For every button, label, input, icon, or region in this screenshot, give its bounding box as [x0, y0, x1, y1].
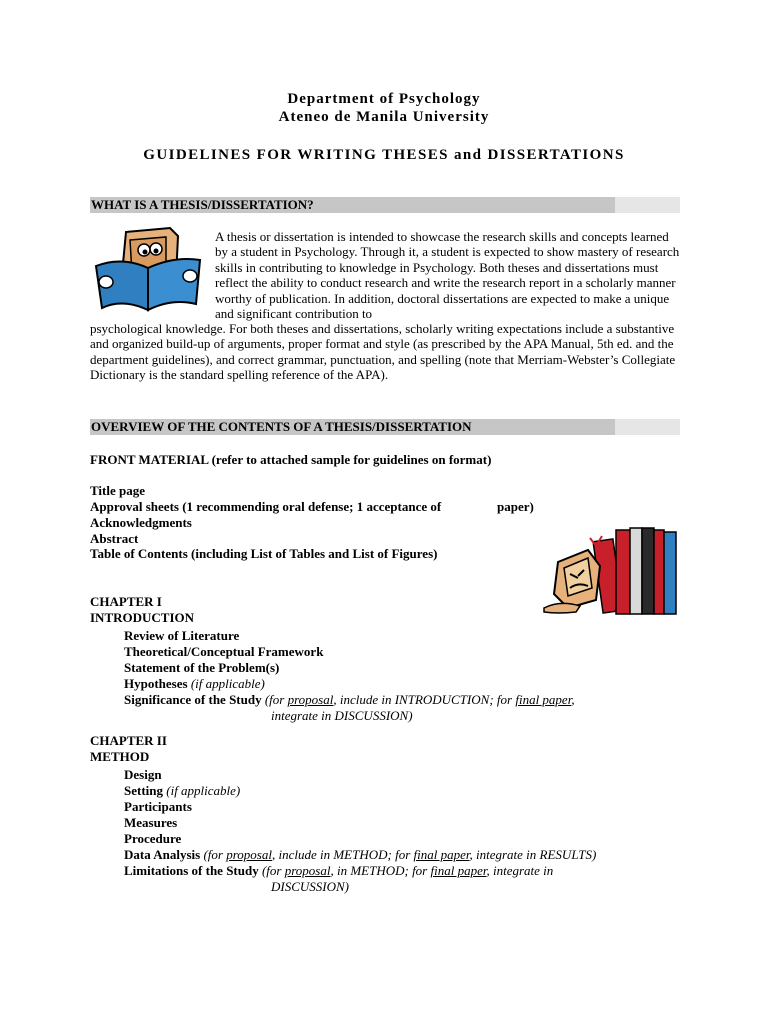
framework-item: Theoretical/Conceptual Framework	[124, 644, 324, 659]
data-analysis-item: Data Analysis (for proposal, include in METHOD; for final paper, integrate in RESULTS)	[124, 847, 597, 862]
review-literature-item: Review of Literature	[124, 628, 240, 643]
toc-item: Table of Contents (including List of Tables and List of Figures)	[90, 546, 438, 561]
intro-paragraph-wrapped: A thesis or dissertation is intended to showcase the research skills and concepts learned by a student in Psychology. Through it, a student is expected to show mastery of research skills in contributing to knowledge in Psychology. Both theses and dissertations must reflect the ability to conduct research and write the research report in a scholarly manner worthy of publication. In addition, doctoral dissertations are expected to make a unique and significant contribution to	[215, 229, 680, 322]
front-material-heading: FRONT MATERIAL (refer to attached sample for guidelines on format)	[90, 452, 492, 467]
chapter1-label: CHAPTER I	[90, 594, 162, 609]
hypotheses-item: Hypotheses (if applicable)	[124, 676, 265, 691]
setting-item: Setting (if applicable)	[124, 783, 241, 798]
reading-computer-clipart	[92, 226, 204, 314]
design-item: Design	[124, 767, 162, 782]
approval-sheets-item: Approval sheets (1 recommending oral defense; 1 acceptance of	[90, 499, 442, 514]
intro-paragraph-full: psychological knowledge. For both theses and dissertations, scholarly writing expectations include a substantive and organized build-up of arguments, proper format and style (as prescribed by the APA Manual, 5th ed. and the department guidelines), and correct grammar, punctuation, and spelling (note that Merriam-Webster’s Collegiate Dictionary is the standard spelling reference of the APA).	[90, 321, 676, 383]
section-heading-overview: OVERVIEW OF THE CONTENTS OF A THESIS/DISSERTATION	[90, 419, 680, 435]
measures-item: Measures	[124, 815, 178, 830]
university-heading: Ateneo de Manila University	[278, 109, 490, 125]
abstract-item: Abstract	[90, 531, 139, 546]
chapter2-label: CHAPTER II	[90, 733, 167, 748]
limitations-note: (for proposal, in METHOD; for final paper, integrate in	[261, 863, 554, 878]
document-title: GUIDELINES FOR WRITING THESES and DISSERTATIONS	[143, 147, 625, 163]
chapter1-title: INTRODUCTION	[90, 610, 195, 625]
section-heading-what-is: WHAT IS A THESIS/DISSERTATION?	[90, 197, 680, 213]
approval-sheets-item-end: paper)	[497, 499, 534, 514]
acknowledgments-item: Acknowledgments	[90, 515, 192, 530]
title-page-item: Title page	[90, 483, 146, 498]
department-heading: Department of Psychology	[287, 91, 481, 107]
setting-note: (if applicable)	[166, 783, 241, 798]
problem-statement-item: Statement of the Problem(s)	[124, 660, 280, 675]
limitations-note-cont: DISCUSSION)	[271, 879, 349, 894]
data-analysis-note: (for proposal, include in METHOD; for final paper, integrate in RESULTS)	[203, 847, 597, 862]
angry-computer-books-clipart	[540, 524, 680, 616]
significance-item: Significance of the Study (for proposal, include in INTRODUCTION; for final paper,	[124, 692, 575, 707]
procedure-item: Procedure	[124, 831, 182, 846]
limitations-item: Limitations of the Study (for proposal, in METHOD; for final paper, integrate in	[124, 863, 554, 878]
hypotheses-note: (if applicable)	[190, 676, 265, 691]
significance-note: (for proposal, include in INTRODUCTION; for final paper,	[264, 692, 575, 707]
participants-item: Participants	[124, 799, 192, 814]
significance-note-cont: integrate in DISCUSSION)	[271, 708, 413, 723]
chapter2-title: METHOD	[90, 749, 150, 764]
